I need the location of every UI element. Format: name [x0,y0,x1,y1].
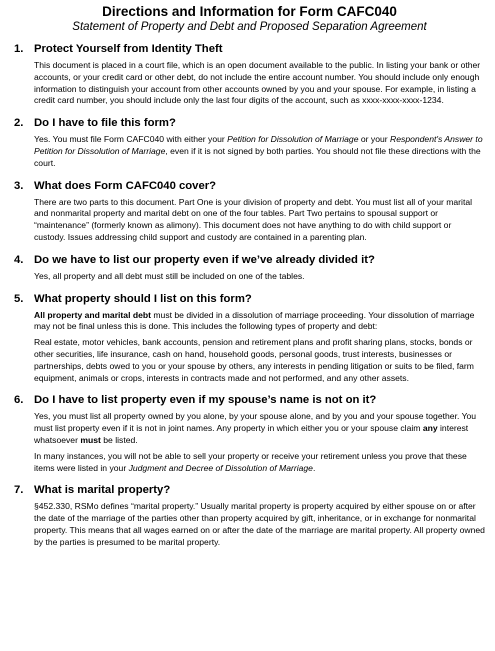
bold-emphasis: must [80,434,101,445]
section-number: 1. [14,43,24,55]
section-heading [14,253,485,267]
text-run: , even if it is not signed by both parties. You should not file these directions with the court. [34,145,481,168]
section-paragraph: There are two parts to this document. Part One is your division of property and debt. You must list all of your marital and nonmarital property and marital debt on one of the four tables. Part Two pertains to spousal support or “maintenance” (formerly known as alimony). This document does not have anything to do with child support or custody. Issues addressing child support and custody are contained in a parenting plan. [34,196,473,242]
text-run: In many instances, you will not be able to sell your property or receive your retirement unless you prove that these items were listed in your [34,450,467,473]
section-5 [14,292,485,385]
section-number: 5. [14,292,24,305]
section-heading [14,42,485,56]
text-run: . [312,462,316,473]
section-paragraph: §452.330, RSMo defines “marital property.” Usually marital property is property acquired by either spouse on or after the date of the marriage of the parties other than property acquired by gift, inheritance, or in exchange for nonmarital property. This means that all wages earned on or after the date of the marriage are marital property. All property owned by the parties is presumed to be marital property. [34,501,485,547]
text-run: interest whatsoever [34,423,469,445]
bold-emphasis: any [422,423,438,434]
section-paragraph [34,134,485,169]
section-number: 2. [14,117,24,130]
text-run: be listed. [100,434,138,445]
form-title-italic: Petition for Dissolution of Marriage [227,134,359,145]
section-paragraph [34,451,485,475]
form-title-italic: Judgment and Decree of Dissolution of Marriage [128,462,313,473]
section-title: Protect Yourself from Identity Theft [34,43,223,55]
section-7 [14,483,485,548]
section-heading [14,483,485,497]
section-title: Do we have to list our property even if we’ve already divided it? [34,253,375,266]
section-title: What does Form CAFC040 cover? [34,179,217,192]
document-title: Directions and Information for Form CAFC040 [102,4,397,19]
section-title: What property should I list on this form? [34,292,252,305]
section-paragraph: Yes, all property and all debt must still be included on one of the tables. [34,270,305,281]
section-paragraph [34,310,485,334]
section-paragraph [34,411,485,446]
text-run: must be divided in a dissolution of marriage proceeding. Your dissolution of marriage may not be final unless this is done. This includes the following types of property and debt: [34,309,475,332]
section-heading [14,116,485,130]
section-3 [14,179,485,244]
bold-emphasis: All property and marital debt [34,309,151,320]
section-number: 6. [14,394,24,407]
section-number: 4. [14,253,24,266]
document-page [0,4,495,549]
text-run: Yes. You must file Form CAFC040 with either your [34,134,228,145]
text-run: or your [358,134,391,145]
section-title: Do I have to list property even if my spouse’s name is not on it? [34,394,377,407]
section-2 [14,116,485,169]
section-number: 7. [14,484,24,497]
section-heading [14,393,485,407]
document-subtitle: Statement of Property and Debt and Proposed Separation Agreement [72,21,427,33]
text-run: Yes, you must list all property owned by you alone, by your spouse alone, and by you and your spouse together. You must list property even if it is not in joint names. Any property in which either you or your spouse claim [34,411,477,434]
section-number: 3. [14,179,24,192]
section-heading [14,179,485,193]
section-title: Do I have to file this form? [34,117,176,130]
section-paragraph: This document is placed in a court file, which is an open document available to the public. In listing your bank or other accounts, or your credit card or other debt, do not include the entire account number. You should include only enough information to distinguish your account from other accounts owned by you and your spouse. For example, in listing a credit card number, you should include only the last four digits of the account, such as xxxx-xxxx-xxxx-1234. [34,60,481,106]
section-4 [14,253,485,283]
section-paragraph: Real estate, motor vehicles, bank accounts, pension and retirement plans and profit sharing plans, stocks, bonds or other securities, life insurance, cash on hand, household goods, personal goods, trust interests, businesses or partnerships, debts owed to you or your spouse by others, any interests in pending litigation or suits to be filed, farm equipment, animals or crops, interests in contracts made and not performed, and any other assets. [34,337,474,383]
section-6 [14,393,485,474]
section-heading [14,292,485,306]
form-title-italic: Respondent's Answer to Petition for Dissolution of Marriage [34,134,483,156]
section-title: What is marital property? [34,484,171,497]
section-1 [14,42,485,107]
